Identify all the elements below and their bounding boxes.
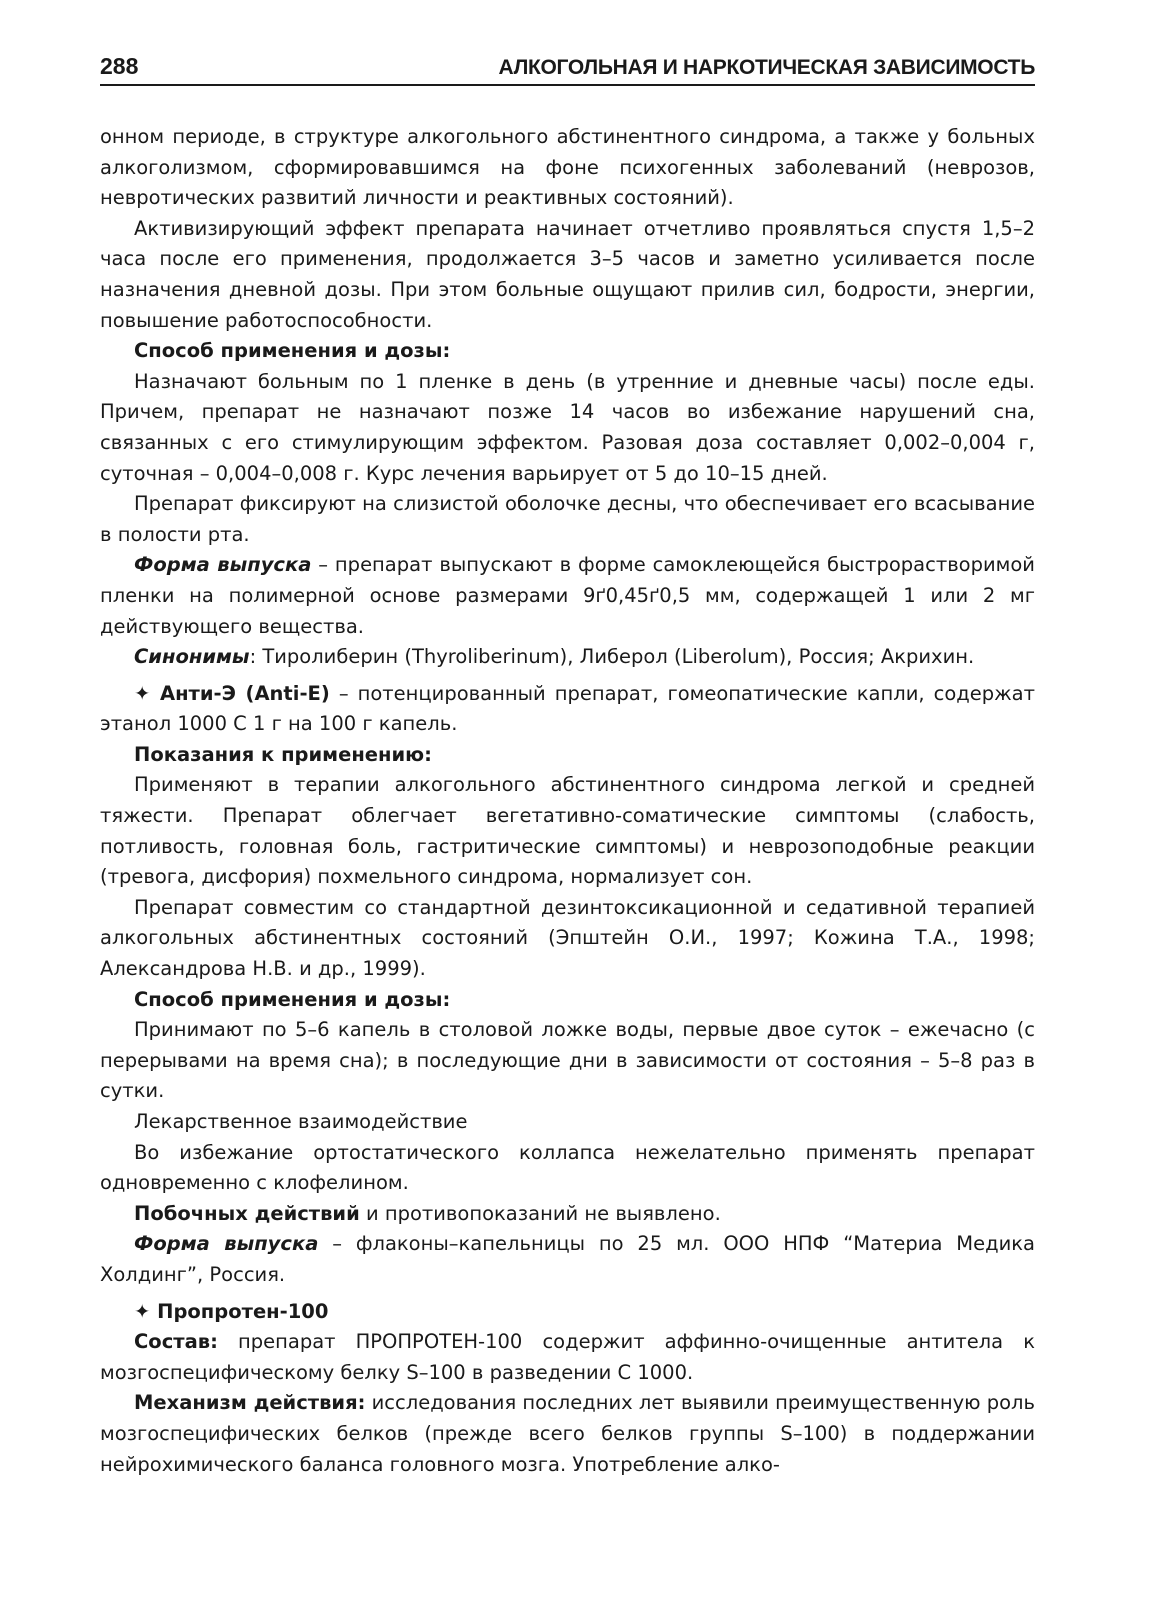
- paragraph-synonyms: [100, 642, 1035, 673]
- running-title: АЛКОГОЛЬНАЯ И НАРКОТИЧЕСКАЯ ЗАВИСИМОСТЬ: [498, 56, 1035, 79]
- paragraph-dosage: Назначают больным по 1 пленке в день (в утренние и дневные часы) после еды. Причем, препарат не назначают позже 14 часов во избежание нарушений сна, связанных с его стимулирующим эффектом. Разовая доза составляет 0,002–0,004 г, суточная – 0,004–0,008 г. Курс лечения варьирует от 5 до 10–15 дней.: [100, 369, 1035, 485]
- anti-e-description: – потенцированный препарат, гомеопатические капли, содержат этанол 1000 С 1 г на 100 г капель.: [100, 681, 1035, 736]
- page-body: [100, 122, 1035, 1480]
- paragraph-interaction-title: Лекарственное взаимодействие: [134, 1110, 468, 1133]
- side-effects-text: и противопоказаний не выявлено.: [359, 1201, 721, 1225]
- heading-dosage-2: Способ применения и дозы:: [134, 987, 451, 1011]
- release-form-text: – препарат выпускают в форме самоклеющейся быстрорастворимой пленки на полимерной основе размерами 9ґ0,45ґ0,5 мм, содержащей 1 или 2 мг действующего вещества.: [100, 553, 1035, 638]
- drug-name-anti-e: Анти-Э (Anti-E): [150, 681, 330, 705]
- release-form-text-2: – флаконы–капельницы по 25 мл. ООО НПФ “Материа Медика Холдинг”, Россия.: [100, 1232, 1035, 1286]
- paragraph-anti-e: [100, 679, 1035, 740]
- heading-dosage: Способ применения и дозы:: [134, 339, 451, 363]
- paragraph-indications: Применяют в терапии алкогольного абстинентного синдрома легкой и средней тяжести. Препарат облегчает вегетативно-соматические симптомы (слабость, потливость, головная боль, гастритические симптомы) и неврозоподобные реакции (тревога, дисфория) похмельного синдрома, нормализует сон.: [100, 773, 1035, 889]
- mechanism-text: исследования последних лет выявили преимущественную роль мозгоспецифических белков (прежде всего белков группы S–100) в поддержании нейрохимического баланса головного мозга. Употребление алко-: [100, 1391, 1035, 1476]
- paragraph-side-effects: [100, 1199, 1035, 1230]
- composition-text: препарат ПРОПРОТЕН-100 содержит аффинно-очищенные антитела к мозгоспецифическому белку S–100 в разведении С 1000.: [100, 1330, 1035, 1384]
- release-form-label: Форма выпуска: [134, 553, 312, 577]
- paragraph-composition: [100, 1327, 1035, 1388]
- paragraph-release-form: [100, 550, 1035, 642]
- book-page: [100, 46, 1035, 1476]
- paragraph-fixation: Препарат фиксируют на слизистой оболочке десны, что обеспечивает его всасывание в полости рта.: [100, 492, 1035, 546]
- drug-name-proproten: Пропротен-100: [150, 1299, 329, 1323]
- synonyms-text: : Тиролиберин (Thyroliberinum), Либерол (Liberolum), Россия; Акрихин.: [249, 645, 975, 669]
- synonyms-label: Синонимы: [134, 645, 250, 669]
- composition-label: Состав:: [134, 1330, 218, 1354]
- paragraph-compatibility: Препарат совместим со стандартной дезинтоксикационной и седативной терапией алкогольных абстинентных состояний (Эпштейн О.И., 1997; Кожина Т.А., 1998; Александрова Н.В. и др., 1999).: [100, 895, 1035, 981]
- side-effects-label: Побочных действий: [134, 1201, 360, 1225]
- paragraph-continuation: онном периоде, в структуре алкогольного абстинентного синдрома, а также у больных алкоголизмом, сформировавшимся на фоне психогенных заболеваний (неврозов, невротических развитий личности и реактивных состояний).: [100, 125, 1035, 210]
- paragraph-mechanism: [100, 1388, 1035, 1480]
- paragraph-activation-effect: Активизирующий эффект препарата начинает отчетливо проявляться спустя 1,5–2 часа после его применения, продолжается 3–5 часов и заметно усиливается после назначения дневной дозы. При этом больные ощущают прилив сил, бодрости, энергии, повышение работоспособности.: [100, 216, 1035, 332]
- page-number: 288: [100, 53, 139, 79]
- diamond-bullet-icon: ✦: [134, 681, 151, 705]
- diamond-bullet-icon: ✦: [134, 1299, 151, 1323]
- paragraph-release-form-2: [100, 1229, 1035, 1290]
- heading-indications: Показания к применению:: [134, 742, 432, 766]
- paragraph-interaction: Во избежание ортостатического коллапса нежелательно применять препарат одновременно с клофелином.: [100, 1140, 1035, 1195]
- release-form-label-2: Форма выпуска: [134, 1232, 319, 1256]
- paragraph-dosage-2: Принимают по 5–6 капель в столовой ложке воды, первые двое суток – ежечасно (с перерывами на время сна); в последующие дни в зависимости от состояния – 5–8 раз в сутки.: [100, 1018, 1035, 1103]
- paragraph-proproten-title: [100, 1297, 1035, 1328]
- page-header: [100, 46, 1035, 86]
- mechanism-label: Механизм действия:: [134, 1391, 366, 1415]
